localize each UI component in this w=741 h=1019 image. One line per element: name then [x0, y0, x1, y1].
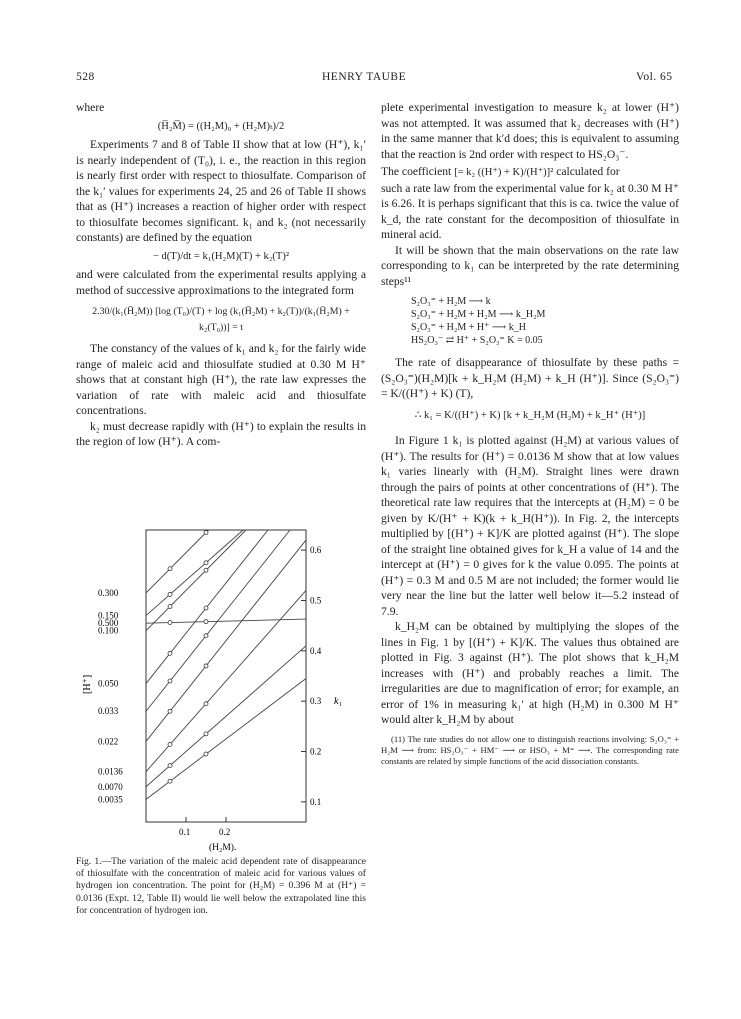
data-point	[168, 592, 172, 596]
series-label: 0.100	[98, 625, 119, 636]
equation-mean: (H̅₂M̅) = ((H₂M)₀ + (H₂M)ₜ)/2	[157, 120, 285, 132]
figure-1	[76, 522, 366, 852]
left-column	[76, 100, 366, 450]
data-point	[168, 621, 172, 625]
series-line	[146, 530, 209, 593]
x-tick-label: 0.1	[179, 827, 191, 837]
data-point	[204, 620, 208, 624]
data-point	[168, 605, 172, 609]
series-title: [H⁺]	[82, 674, 93, 694]
y-tick-label: 0.6	[310, 545, 322, 556]
paragraph-coefficient	[381, 164, 679, 181]
y-tick-label: 0.4	[310, 645, 322, 656]
data-point	[204, 732, 208, 736]
paragraph-rate-law: such a rate law from the experimental value for k₂ at 0.30 M H⁺ is 6.26. It is perhaps significant that this is ca. twice the value of k_d, the rate constant for the decomposition of thiosulfate in mineral acid.	[381, 181, 679, 241]
data-point	[204, 634, 208, 638]
x-tick-label: 0.2	[219, 827, 231, 837]
reaction-3: S₂O₃⁼ + H₂M + H⁺ ⟶ k_H	[411, 322, 526, 333]
series-label: 0.022	[98, 736, 119, 747]
paragraph-experiments: Experiments 7 and 8 of Table II show that at low (H⁺), k₁′ is nearly independent of (T₀), i. e., the reaction in this region is nearly first order with respect to thiosulfate. Comparison of the k₁′ values for experiments 24, 25 and 26 of Table II shows that as (H⁺) increases a reaction of higher order with respect to thiosulfate becomes significant. k₁ and k₂ (not necessarily constants) are defined by the equation	[76, 138, 366, 244]
data-point	[204, 568, 208, 572]
paragraph-constancy: The constancy of the values of k₁ and k₂ for the fairly wide range of maleic acid and thiosulfate studied at 0.30 M H⁺ shows that at constant high (H⁺), the rate law expresses the variation of rate with maleic acid and thiosulfate concentrations.	[76, 342, 366, 417]
paragraph-k2: k₂ must decrease rapidly with (H⁺) to explain the results in the region of low (H⁺). A com-	[76, 419, 366, 448]
figure-1-caption: Fig. 1.—The variation of the maleic acid dependent rate of disappearance of thiosulfate with the concentration of maleic acid for various values of hydrogen ion concentration. The point for (H₂M) = 0.396 M at (H⁺) = 0.0136 (Expt. 12, Table II) would lie well below the extrapolated line this for concentration of hydrogen ion.	[76, 856, 366, 916]
reaction-list	[381, 295, 679, 347]
data-point	[204, 606, 208, 610]
series-label: 0.0070	[98, 781, 123, 792]
data-point	[168, 651, 172, 655]
paragraph-kh2m: k_H₂M can be obtained by multiplying the slopes of the lines in Fig. 1 by [(H⁺) + K]/K. The values thus obtained are plotted in Fig. 3 against (H⁺). The plot shows that k_H₂M increases with (H⁺) and probably reaches a limit. The irregularities are due to magnification of error; for example, an error of 1% in measuring k₁′ at high (H₂M) in 0.300 M H⁺ would alter k_H₂M by about	[381, 620, 679, 726]
where-word: where	[76, 101, 105, 114]
right-column	[381, 100, 679, 767]
series-line	[146, 530, 243, 616]
reaction-4: HS₂O₃⁻ ⇄ H⁺ + S₂O₃⁼ K = 0.05	[411, 335, 543, 346]
data-point	[168, 709, 172, 713]
series-label: 0.033	[98, 706, 119, 717]
data-point	[204, 531, 208, 535]
data-point	[204, 702, 208, 706]
series-label: 0.300	[98, 587, 119, 598]
series-label: 0.150	[98, 610, 119, 621]
data-point	[168, 764, 172, 768]
data-point	[204, 752, 208, 756]
reaction-2: S₂O₃⁼ + H₂M + H₂M ⟶ k_H₂M	[411, 309, 546, 320]
y-axis-label: k₁	[334, 696, 342, 707]
reaction-1: S₂O₃⁼ + H₂M ⟶ k	[411, 296, 491, 307]
paragraph-disappearance: The rate of disappearance of thiosulfate by these paths = (S₂O₃⁼)(H₂M)[k + k_H₂M (H₂M) + k_H (H⁺)]. Since (S₂O₃⁼) = K/((H⁺) + K) (T),	[381, 356, 679, 400]
y-tick-label: 0.3	[310, 696, 322, 707]
series-label: 0.0136	[98, 766, 123, 777]
y-tick-label: 0.2	[310, 746, 322, 757]
equation-k1: ∴ k₁ = K/((H⁺) + K) [k + k_H₂M (H₂M) + k_H⁺ (H⁺)]	[414, 409, 646, 421]
y-tick-label: 0.1	[310, 796, 322, 807]
running-author: HENRY TAUBE	[322, 71, 407, 83]
paragraph-shown: It will be shown that the main observations on the rate law corresponding to k₁ can be interpreted by the rate determining steps¹¹	[381, 243, 679, 288]
data-point	[168, 742, 172, 746]
data-point	[168, 679, 172, 683]
paragraph-figure1: In Figure 1 k₁ is plotted against (H₂M) at various values of (H⁺). The results for (H⁺) = 0.0136 M show that at low values k₁ varies linearly with (H₂M). Straight lines were drawn through the pairs of points at other concentrations of (H⁺). The theoretical rate law requires that the intercepts at (H₂M) = 0 be given by K/(H⁺ + K)(k + k_H(H⁺)). In Fig. 2, the intercepts multiplied by [(H⁺) + K]/K are plotted against (H⁺). The slope of the straight line obtained gives for k_H a value of 14 and the intercept at (H⁺) = 0 gives for k the value 0.095. The points at (H⁺) = 0.3 M and 0.5 M are not included; the former would lie very near the line but the latter well below it—5.2 instead of 7.9.	[381, 434, 679, 618]
coefficient-expression: [= k₂ ((H⁺) + K)/(H⁺)]²	[454, 167, 554, 178]
coefficient-post: calculated for	[556, 165, 620, 178]
figure-1-chart	[76, 522, 366, 852]
plot-frame	[146, 530, 306, 822]
data-point	[168, 567, 172, 571]
data-point	[168, 779, 172, 783]
series-line	[146, 530, 246, 631]
series-label: 0.0035	[98, 794, 123, 805]
coefficient-pre: The coefficient	[381, 165, 452, 178]
page-number: 528	[76, 71, 95, 83]
equation-rate: − d(T)/dt = k₁(H₂M)(T) + k₂(T)²	[153, 250, 289, 262]
y-tick-label: 0.5	[310, 595, 322, 606]
paragraph-calculated: and were calculated from the experimental results applying a method of successive approximations to the integrated form	[76, 268, 366, 297]
equation-integrated: 2.30/(k₁(H̄₂M)) [log (T₀)/(T) + log (k₁(H̄₂M) + k₂(T))/(k₁(H̄₂M) + k₂(T₀))] = t	[92, 306, 350, 333]
paragraph-plete: plete experimental investigation to measure k₂ at lower (H⁺) was not attempted. It was assumed that k₂ decreases with (H⁺) in the same manner that k′d does; this is equivalent to assuming that the reaction is 2nd order with respect to HS₂O₃⁻.	[381, 101, 679, 161]
data-point	[204, 561, 208, 565]
series-line	[146, 530, 290, 711]
x-axis-label: (H₂M).	[209, 843, 237, 852]
volume-label: Vol. 65	[636, 71, 673, 83]
series-label: 0.500	[98, 618, 119, 629]
data-point	[204, 664, 208, 668]
footnote-11: (11) The rate studies do not allow one to distinguish reactions involving: S₂O₃⁼ + H₂M ⟶ from: HS₂O₃⁻ + HM⁻ ⟶ or HSO₃ + M⁼ ⟶. The corresponding rate constants are related by simple functions of the acid dissociation constants.	[381, 733, 679, 766]
series-label: 0.050	[98, 678, 119, 689]
